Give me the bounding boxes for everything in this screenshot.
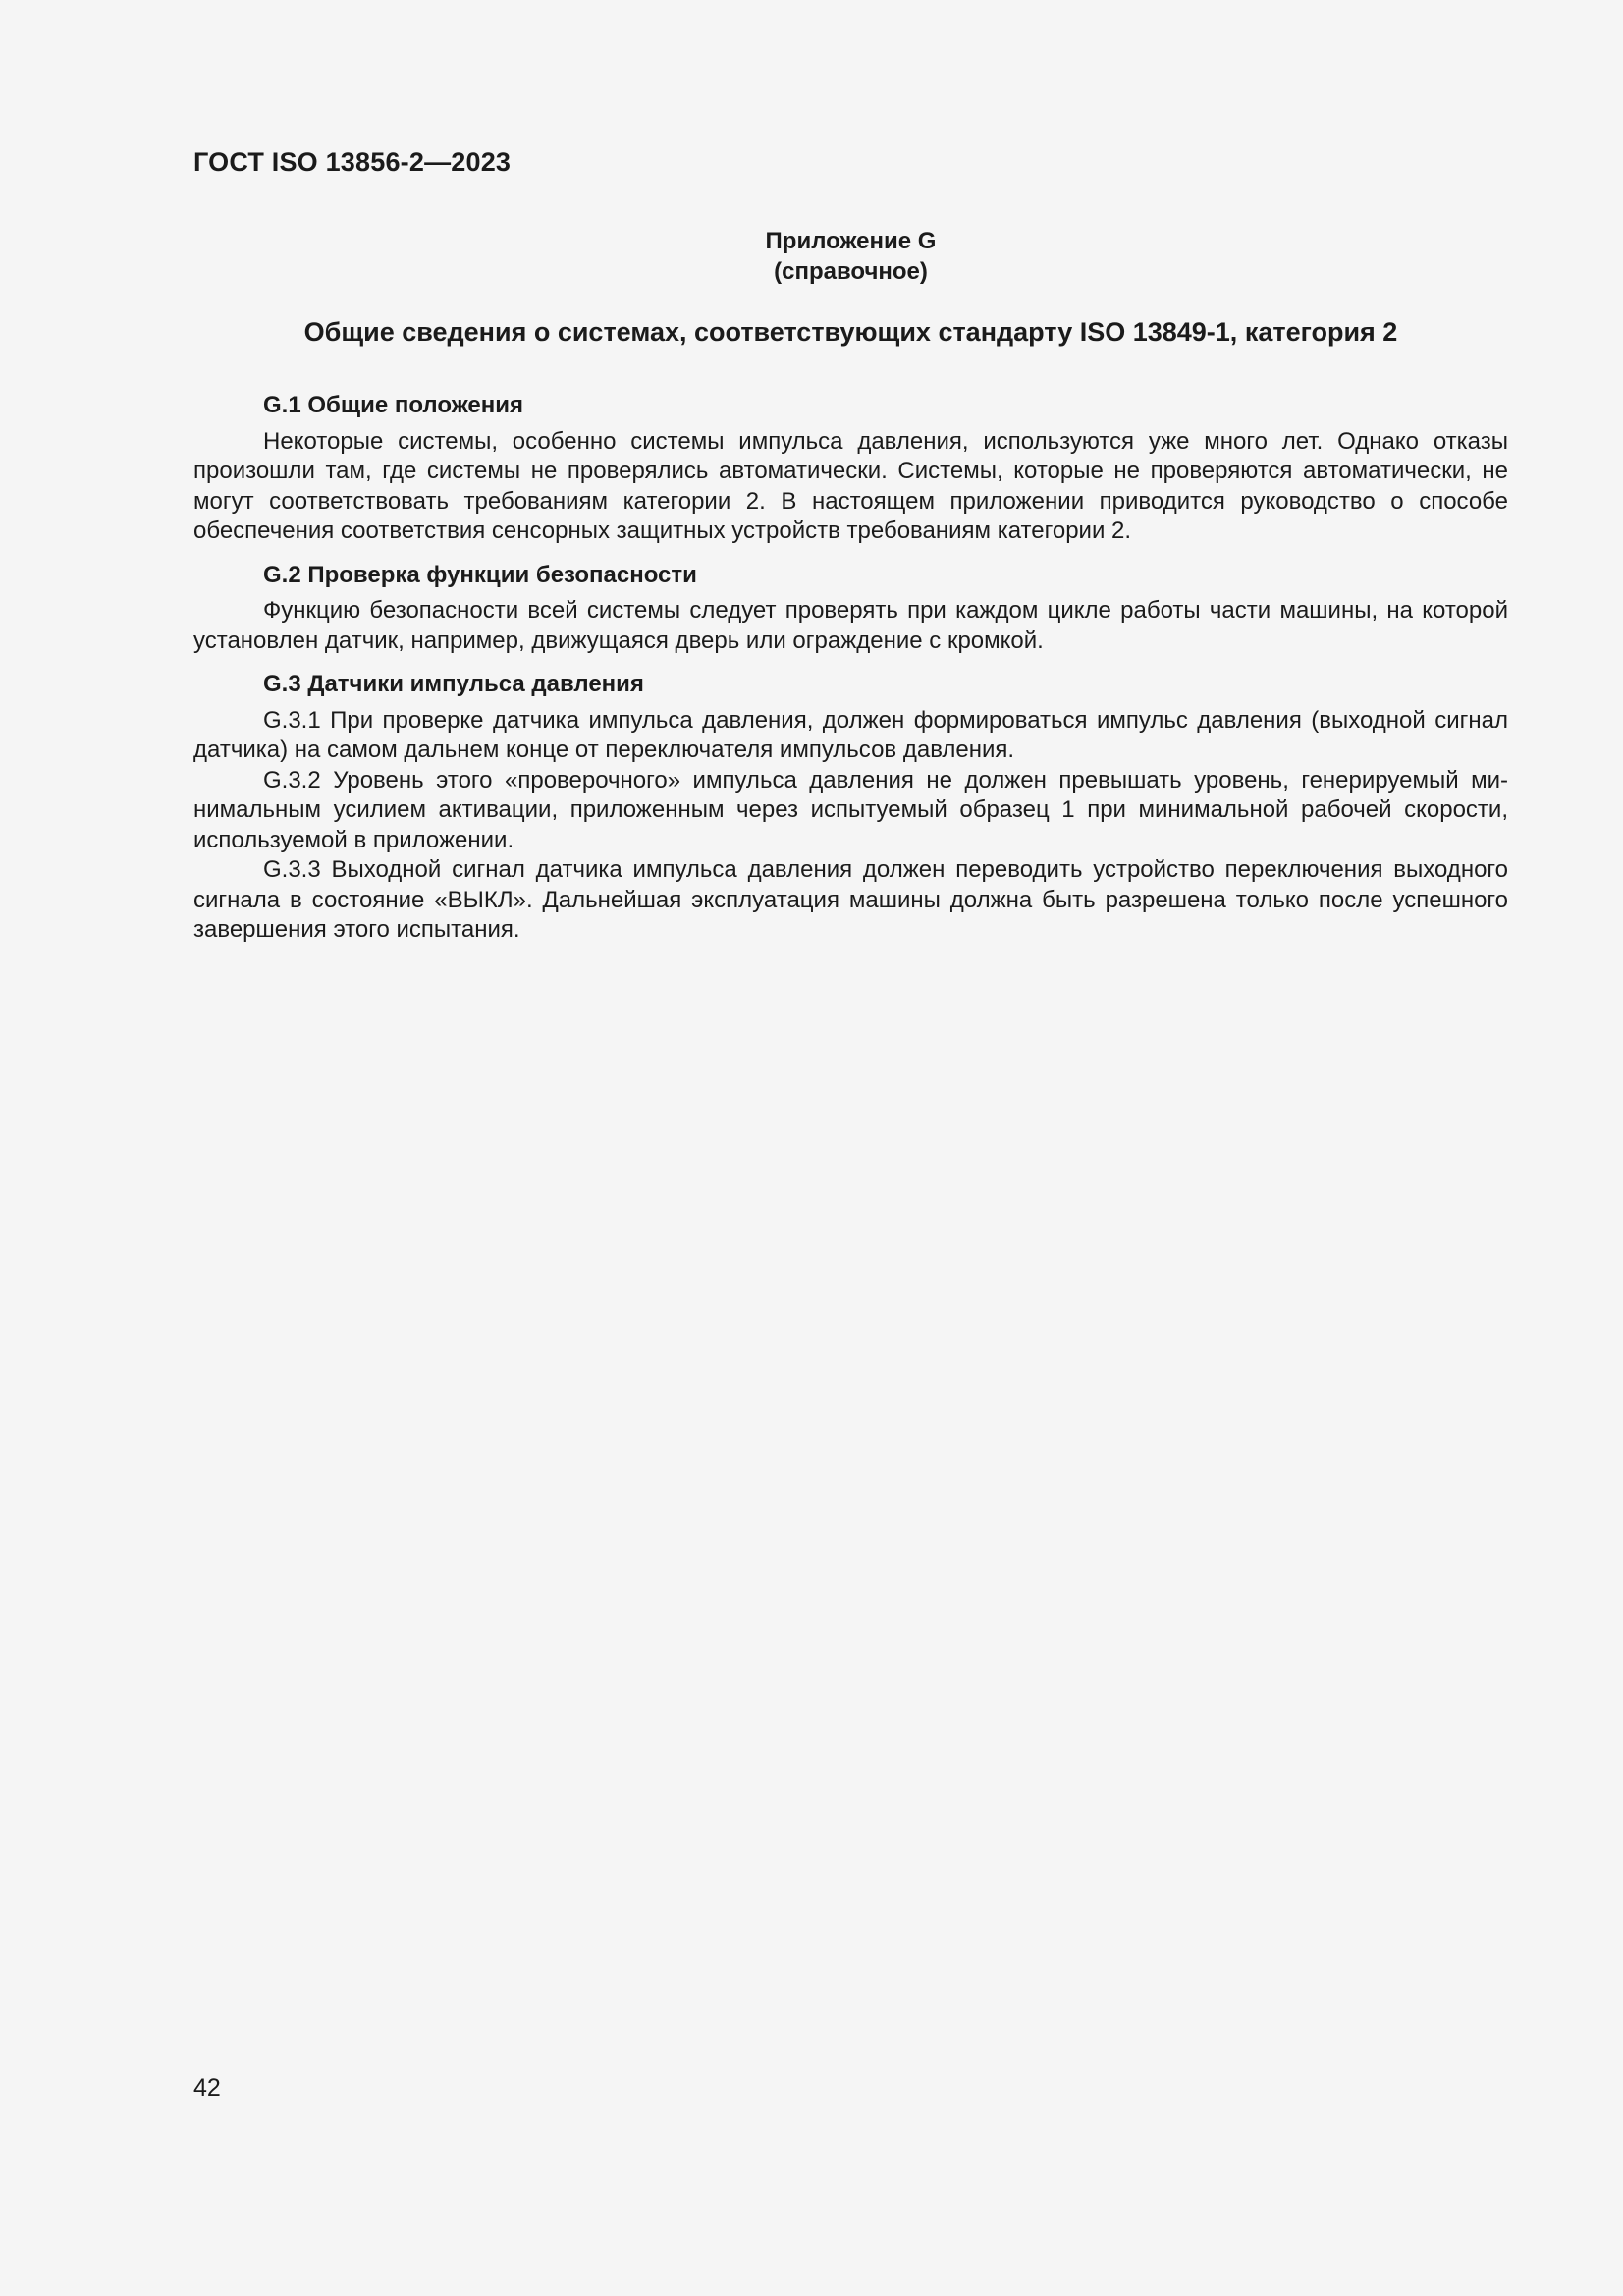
document-code: ГОСТ ISO 13856-2—2023 (193, 147, 512, 177)
paragraph: Некоторые системы, особенно системы импульса давления, используются уже много лет. Однако отказы произошли там, где системы не проверялись автоматически. Системы, которые не проверяются автоматически, не могут соответствовать требованиям категории 2. В настоящем приложении приводится руководство о способе обеспечения соответствия сенсорных защитных устройств требованиям категории 2. (193, 427, 1508, 544)
annex-header (0, 226, 1623, 287)
paragraph: G.3.2 Уровень этого «проверочного» импульса давления не должен превышать уровень, генерируемый минимальным усилием активации, приложенным через испытуемый образец 1 при минимальной рабочей скорости, используемой в приложении. (193, 766, 1508, 853)
page-number: 42 (193, 2074, 221, 2102)
paragraph: Функцию безопасности всей системы следует проверять при каждом цикле работы части машины, на которой установлен датчик, например, движущаяся дверь или ограждение с кромкой. (193, 597, 1508, 654)
paragraph: G.3.1 При проверке датчика импульса давления, должен формироваться импульс давления (выходной сигнал датчика) на самом дальнем конце от переключателя импульсов давления. (193, 706, 1508, 763)
annex-label: Приложение G (765, 228, 937, 254)
annex-title: Общие сведения о системах, соответствующих стандарту ISO 13849-1, категория 2 (303, 317, 1398, 347)
section-g3 (193, 670, 1508, 946)
paragraph: G.3.3 Выходной сигнал датчика импульса давления должен переводить устройство переключения выходного сигнала в состояние «ВЫКЛ». Дальнейшая эксплуатация машины должна быть разрешена только после успешного завершения этого испытания. (193, 856, 1508, 943)
section-g2 (193, 561, 1508, 657)
section-heading: G.2 Проверка функции безопасности (263, 561, 697, 588)
section-heading: G.1 Общие положения (263, 392, 523, 418)
section-heading: G.3 Датчики импульса давления (263, 671, 644, 697)
annex-status: (справочное) (774, 258, 928, 285)
section-g1 (193, 391, 1508, 547)
document-body (193, 391, 1508, 946)
